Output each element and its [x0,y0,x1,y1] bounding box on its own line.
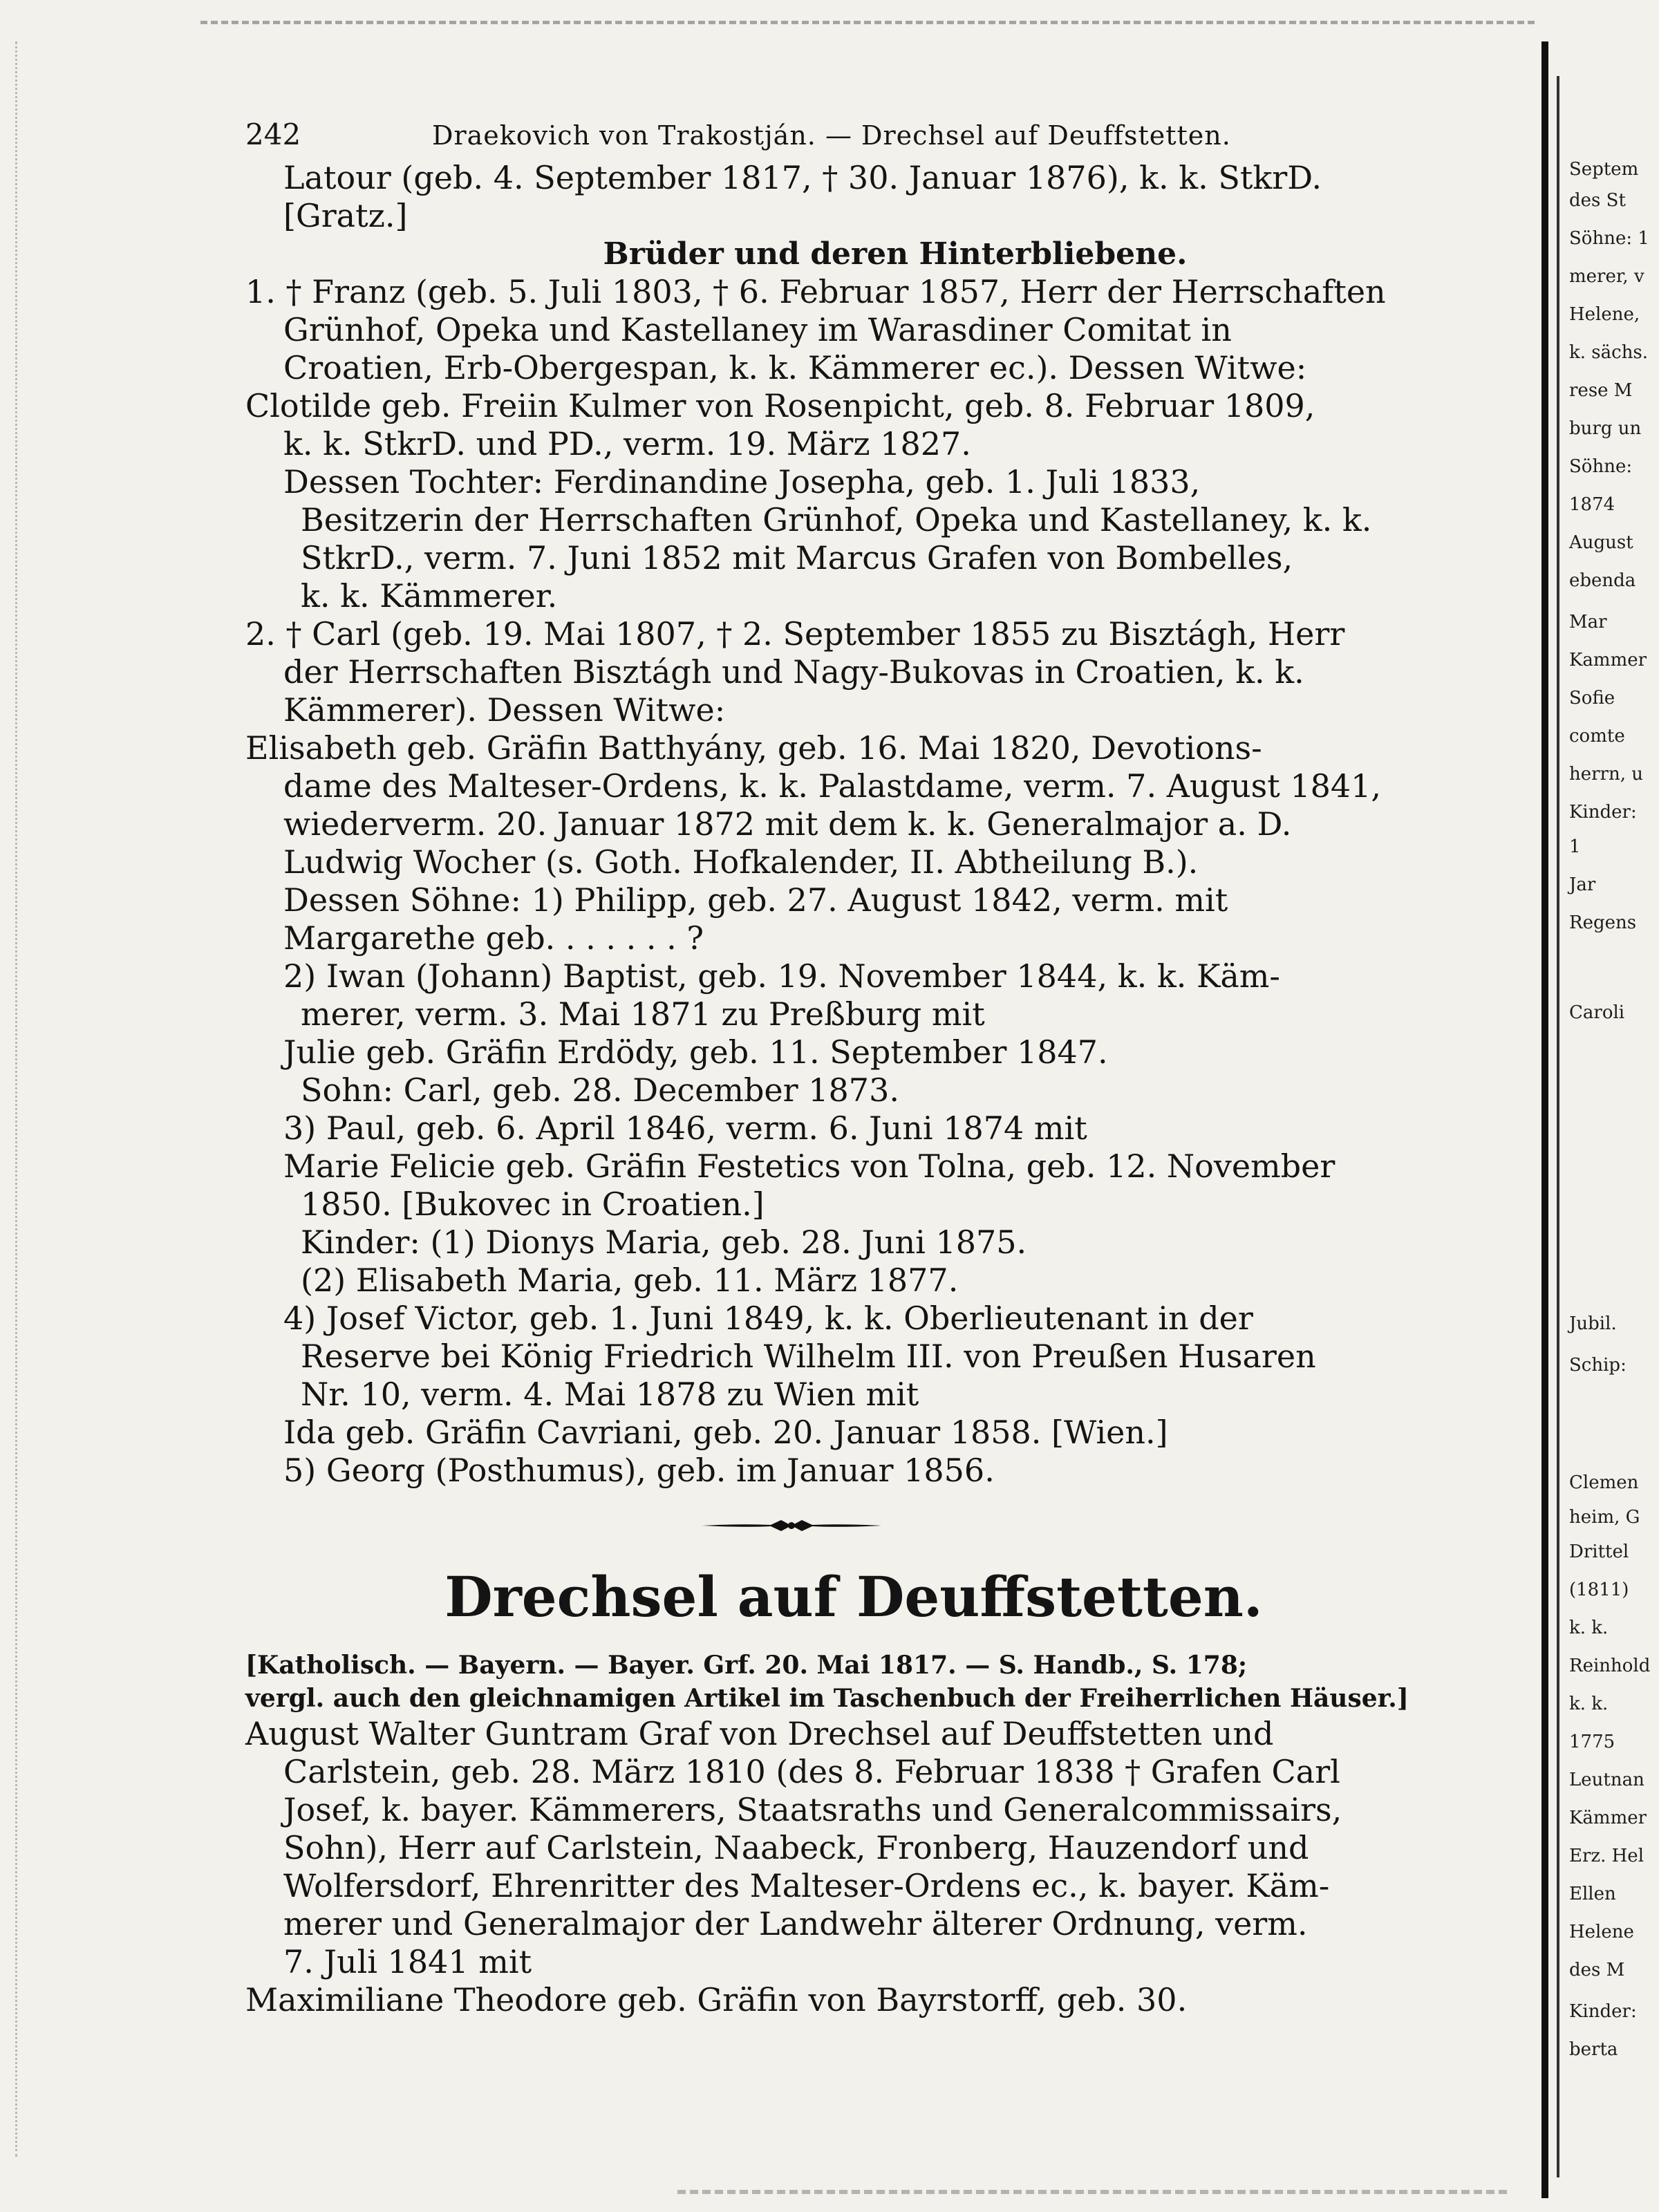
entry-line: k. k. Kämmerer. [301,577,558,615]
neighbor-text: burg un [1569,418,1642,439]
neighbor-text: k. k. [1569,1618,1609,1638]
entry-line: 1. † Franz (geb. 5. Juli 1803, † 6. Februar 1857, Herr der Herrschaften [245,273,1386,310]
neighbor-text: Kinder: [1569,802,1637,823]
neighbor-text: Septem [1569,159,1639,180]
neighbor-text: heim, G [1569,1507,1640,1528]
neighbor-text: Regens [1569,912,1637,933]
entry-line: Nr. 10, verm. 4. Mai 1878 zu Wien mit [301,1376,919,1413]
neighbor-text: Kammer [1569,650,1647,671]
ornament-icon [702,1517,881,1534]
entry-line: 2) Iwan (Johann) Baptist, geb. 19. November 1844, k. k. Käm- [283,957,1280,995]
scan-noise-bottom [677,2190,1507,2202]
book-gutter [1541,41,1548,2198]
entry-line: Josef, k. bayer. Kämmerers, Staatsraths und Generalcommissairs, [283,1791,1342,1828]
neighbor-text: comte [1569,726,1625,747]
entry-line: Julie geb. Gräfin Erdödy, geb. 11. September 1847. [283,1033,1108,1071]
entry-line: Wolfersdorf, Ehrenritter des Malteser-Ordens ec., k. bayer. Käm- [283,1867,1330,1904]
neighbor-text: 1 [1569,836,1581,857]
neighbor-text: Erz. Hel [1569,1846,1644,1866]
entry-line: Kämmerer). Dessen Witwe: [283,691,726,729]
entry-line: Maximiliane Theodore geb. Gräfin von Bayrstorff, geb. 30. [245,1981,1188,2018]
entry-line: dame des Malteser-Ordens, k. k. Palastdame, verm. 7. August 1841, [283,767,1382,805]
neighbor-text: Schip: [1569,1355,1627,1376]
neighbor-text: Clemen [1569,1472,1639,1493]
neighbor-text: Mar [1569,612,1607,632]
entry-line: August Walter Guntram Graf von Drechsel auf Deuffstetten und [245,1715,1274,1752]
neighbor-text: Leutnan [1569,1770,1644,1790]
neighbor-text: Reinhold [1569,1656,1651,1676]
neighbor-text: rese M [1569,380,1633,401]
entry-line: Grünhof, Opeka und Kastellaney im Warasdiner Comitat in [283,311,1232,348]
book-gutter-inner [1557,76,1559,2177]
sub-heading: Brüder und deren Hinterbliebene. [603,236,1188,272]
neighbor-text: Ellen [1569,1884,1616,1904]
entry-line: Dessen Tochter: Ferdinandine Josepha, geb. 1. Juli 1833, [283,463,1201,500]
neighbor-page-fragment [1564,0,1659,2212]
running-title: Draekovich von Trakostján. — Drechsel auf Deuffstetten. [432,120,1231,151]
section-title: Drechsel auf Deuffstetten. [444,1564,1263,1629]
neighbor-text: Helene [1569,1922,1634,1942]
neighbor-text: 1775 [1569,1732,1615,1752]
ornament-divider [245,1490,1462,1552]
entry-line: Marie Felicie geb. Gräfin Festetics von Tolna, geb. 12. November [283,1147,1335,1185]
bracket-note-line: [Katholisch. — Bayern. — Bayer. Grf. 20. Mai 1817. — S. Handb., S. 178; [245,1651,1248,1680]
entry-line: Sohn), Herr auf Carlstein, Naabeck, Fronberg, Hauzendorf und [283,1829,1309,1866]
neighbor-text: Drittel [1569,1541,1629,1562]
neighbor-text: k. k. [1569,1694,1609,1714]
neighbor-text: ebenda [1569,570,1636,591]
entry-line: Dessen Söhne: 1) Philipp, geb. 27. August 1842, verm. mit [283,881,1228,919]
entry-line: Croatien, Erb-Obergespan, k. k. Kämmerer ec.). Dessen Witwe: [283,349,1307,386]
neighbor-text: Söhne: 1 [1569,228,1649,249]
neighbor-text: Sofie [1569,688,1615,709]
entry-line: 1850. [Bukovec in Croatien.] [301,1185,765,1223]
scan-page-edge [0,41,17,2157]
neighbor-text: berta [1569,2039,1618,2060]
entry-line: Besitzerin der Herrschaften Grünhof, Opeka und Kastellaney, k. k. [301,501,1372,538]
book-page [245,104,1462,2019]
entry-line: merer und Generalmajor der Landwehr älterer Ordnung, verm. [283,1905,1308,1942]
neighbor-text: Kinder: [1569,2001,1637,2022]
neighbor-text: Kämmer [1569,1808,1647,1828]
text-line: Latour (geb. 4. September 1817, † 30. Januar 1876), k. k. StkrD. [283,159,1322,196]
entry-line: 4) Josef Victor, geb. 1. Juni 1849, k. k. Oberlieutenant in der [283,1300,1253,1337]
entry-line: (2) Elisabeth Maria, geb. 11. März 1877. [301,1262,959,1299]
entry-line: Reserve bei König Friedrich Wilhelm III. von Preußen Husaren [301,1338,1316,1375]
entry-line: Elisabeth geb. Gräfin Batthyány, geb. 16. Mai 1820, Devotions- [245,729,1262,767]
entry-line: Margarethe geb. . . . . . . ? [283,919,704,957]
entry-line: merer, verm. 3. Mai 1871 zu Preßburg mit [301,995,985,1033]
neighbor-text: des M [1569,1960,1625,1980]
page-number: 242 [245,118,301,151]
running-head [245,104,1462,159]
entry-line: 7. Juli 1841 mit [283,1943,532,1980]
neighbor-text: Jubil. [1569,1313,1617,1334]
entry-line: Sohn: Carl, geb. 28. December 1873. [301,1071,899,1109]
entry-line: Carlstein, geb. 28. März 1810 (des 8. Februar 1838 † Grafen Carl [283,1753,1340,1790]
neighbor-text: herrn, u [1569,764,1644,785]
neighbor-text: Jar [1569,874,1596,895]
entry-line: Ida geb. Gräfin Cavriani, geb. 20. Januar 1858. [Wien.] [283,1414,1168,1451]
entry-line: Ludwig Wocher (s. Goth. Hofkalender, II. Abtheilung B.). [283,843,1199,881]
entry-line: Kinder: (1) Dionys Maria, geb. 28. Juni 1875. [301,1224,1027,1261]
entry-line: 2. † Carl (geb. 19. Mai 1807, † 2. September 1855 zu Bisztágh, Herr [245,615,1345,653]
neighbor-text: 1874 [1569,494,1615,515]
neighbor-text: (1811) [1569,1580,1629,1600]
entry-line: 5) Georg (Posthumus), geb. im Januar 1856. [283,1452,995,1489]
scan-noise-top [200,21,1535,39]
neighbor-text: merer, v [1569,266,1644,287]
neighbor-text: Helene, [1569,304,1640,325]
neighbor-text: Söhne: [1569,456,1633,477]
neighbor-text: Caroli [1569,1002,1625,1023]
entry-line: der Herrschaften Bisztágh und Nagy-Bukovas in Croatien, k. k. [283,653,1304,691]
neighbor-text: August [1569,532,1633,553]
neighbor-text: k. sächs. [1569,342,1649,363]
entry-line: 3) Paul, geb. 6. April 1846, verm. 6. Juni 1874 mit [283,1109,1087,1147]
entry-line: StkrD., verm. 7. Juni 1852 mit Marcus Grafen von Bombelles, [301,539,1293,577]
text-line: [Gratz.] [283,197,408,234]
neighbor-text: des St [1569,190,1626,211]
bracket-note-line: vergl. auch den gleichnamigen Artikel im Taschenbuch der Freiherrlichen Häuser.] [245,1684,1409,1713]
entry-line: wiederverm. 20. Januar 1872 mit dem k. k. Generalmajor a. D. [283,805,1292,843]
entry-line: Clotilde geb. Freiin Kulmer von Rosenpicht, geb. 8. Februar 1809, [245,387,1315,424]
entry-line: k. k. StkrD. und PD., verm. 19. März 1827. [283,425,971,462]
